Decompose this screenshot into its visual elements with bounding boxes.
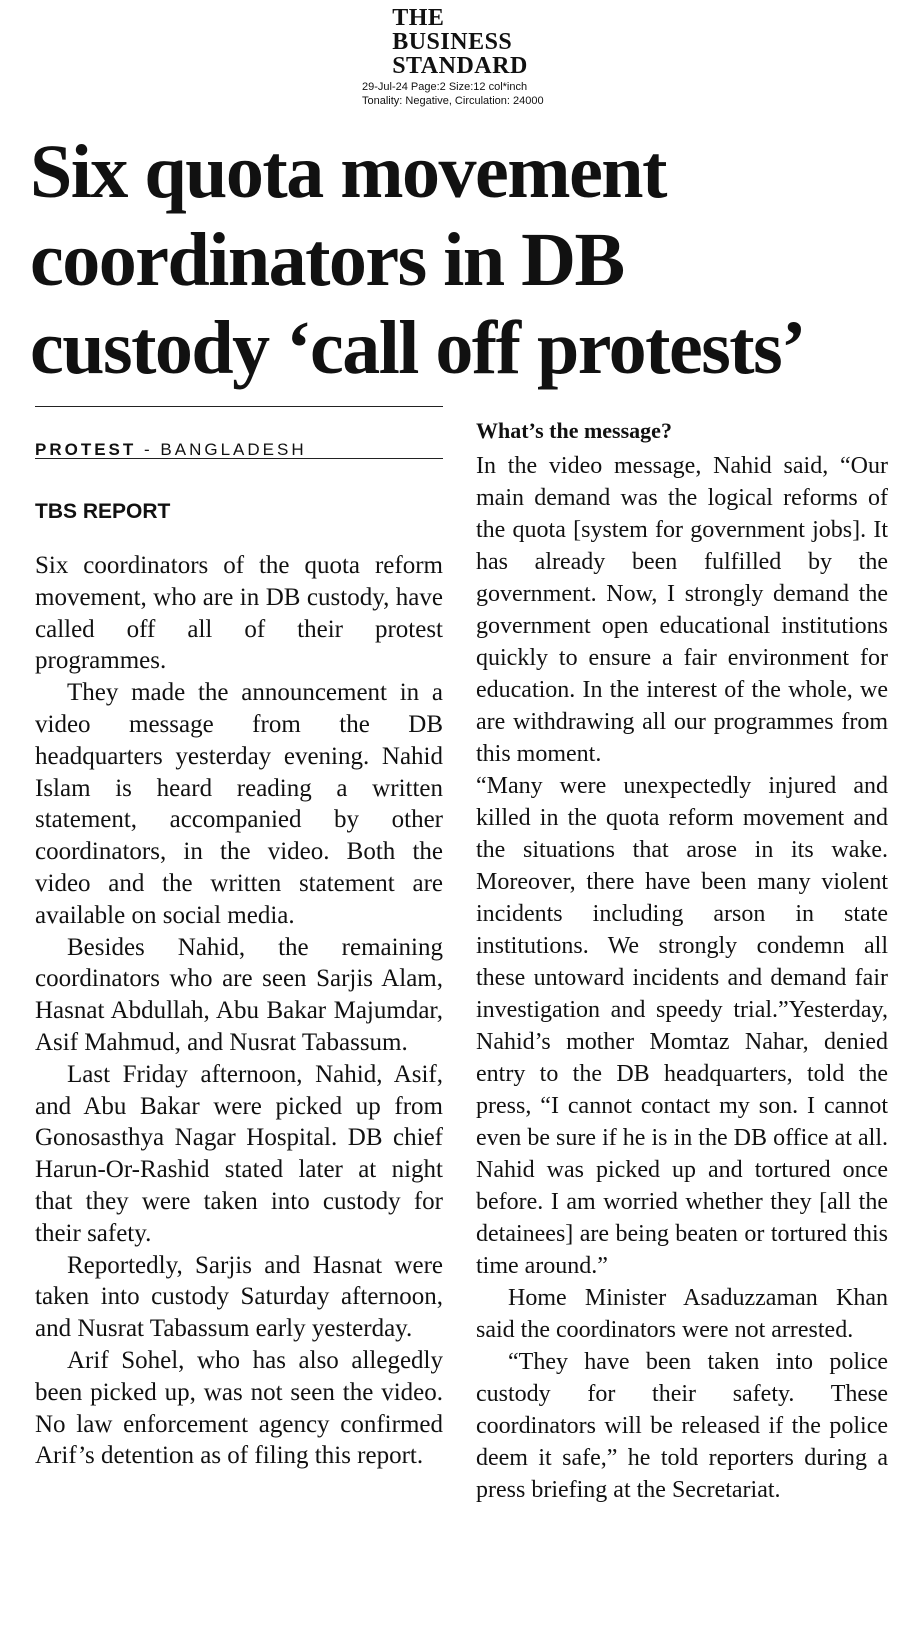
- article-right-column: [476, 450, 888, 1506]
- article-left-column: [35, 550, 443, 1472]
- headline-line-3: custody ‘call off protests’: [30, 306, 805, 390]
- section-rule-bottom: [35, 458, 443, 459]
- paragraph-10: “They have been taken into police custody for their safety. These coordinators will be released if the police deem it safe,” he told reporters during a press briefing at the Secretariat.: [476, 1349, 888, 1503]
- masthead: [0, 6, 920, 78]
- section-main: PROTEST: [35, 440, 137, 459]
- paragraph-9: Home Minister Asaduzzaman Khan said the coordinators were not arrested.: [476, 1285, 888, 1343]
- paragraph-5: Reportedly, Sarjis and Hasnat were taken into custody Saturday afternoon, and Nusrat Tabassum early yesterday.: [35, 1251, 443, 1343]
- logo-line-1: THE: [392, 5, 445, 31]
- paragraph-8: “Many were unexpectedly injured and killed in the quota reform movement and the situations that arose in its wake. Moreover, there have been many violent incidents including arson in state institutions. We strongly condemn all these untoward incidents and demand fair investigation and speedy trial.”Yesterday, Nahid’s mother Momtaz Nahar, denied entry to the DB headquarters, told the press, “I cannot contact my son. I cannot even be sure if he is in the DB office at all. Nahid was picked up and tortured once before. I am worried whether they [all the detainees] are being beaten or tortured this time around.”: [476, 773, 888, 1279]
- subheading: What’s the message?: [476, 418, 672, 443]
- section-rule-top: [35, 406, 443, 407]
- byline: TBS REPORT: [35, 500, 171, 523]
- section-tag: [35, 440, 307, 460]
- headline-line-1: Six quota movement: [30, 130, 666, 214]
- paragraph-2: They made the announcement in a video message from the DB headquarters yesterday evening. Nahid Islam is heard reading a written statement, accompanied by other coordinators, in the video. Both the video and the written statement are available on social media.: [35, 679, 443, 929]
- section-sub: BANGLADESH: [160, 440, 307, 459]
- paragraph-7: In the video message, Nahid said, “Our main demand was the logical reforms of the quota [system for government jobs]. It has already been fulfilled by the government. Now, I strongly demand the government open educational institutions quickly to ensure a fair environment for education. In the interest of the whole, we are withdrawing all our programmes from this moment.: [476, 453, 888, 767]
- newspaper-logo: [392, 6, 528, 78]
- paragraph-4: Last Friday afternoon, Nahid, Asif, and Abu Bakar were picked up from Gonosasthya Nagar Hospital. DB chief Harun-Or-Rashid stated later at night that they were taken into custody for their safety.: [35, 1060, 443, 1247]
- clip-meta-line-2: Tonality: Negative, Circulation: 24000: [362, 95, 544, 107]
- headline-line-2: coordinators in DB: [30, 218, 624, 302]
- logo-line-2: BUSINESS: [392, 29, 513, 55]
- clip-meta-line-1: 29-Jul-24 Page:2 Size:12 col*inch: [362, 81, 528, 93]
- headline: [30, 128, 900, 392]
- paragraph-1: Six coordinators of the quota reform movement, who are in DB custody, have called off all of their protest programmes.: [35, 552, 443, 675]
- paragraph-3: Besides Nahid, the remaining coordinators who are seen Sarjis Alam, Hasnat Abdullah, Abu Bakar Majumdar, Asif Mahmud, and Nusrat Tabassum.: [35, 933, 443, 1056]
- paragraph-6: Arif Sohel, who has also allegedly been picked up, was not seen the video. No law enforcement agency confirmed Arif’s detention as of filing this report.: [35, 1346, 443, 1470]
- section-separator: -: [136, 440, 161, 459]
- clip-metadata: [362, 80, 544, 108]
- logo-line-3: STANDARD: [392, 53, 528, 79]
